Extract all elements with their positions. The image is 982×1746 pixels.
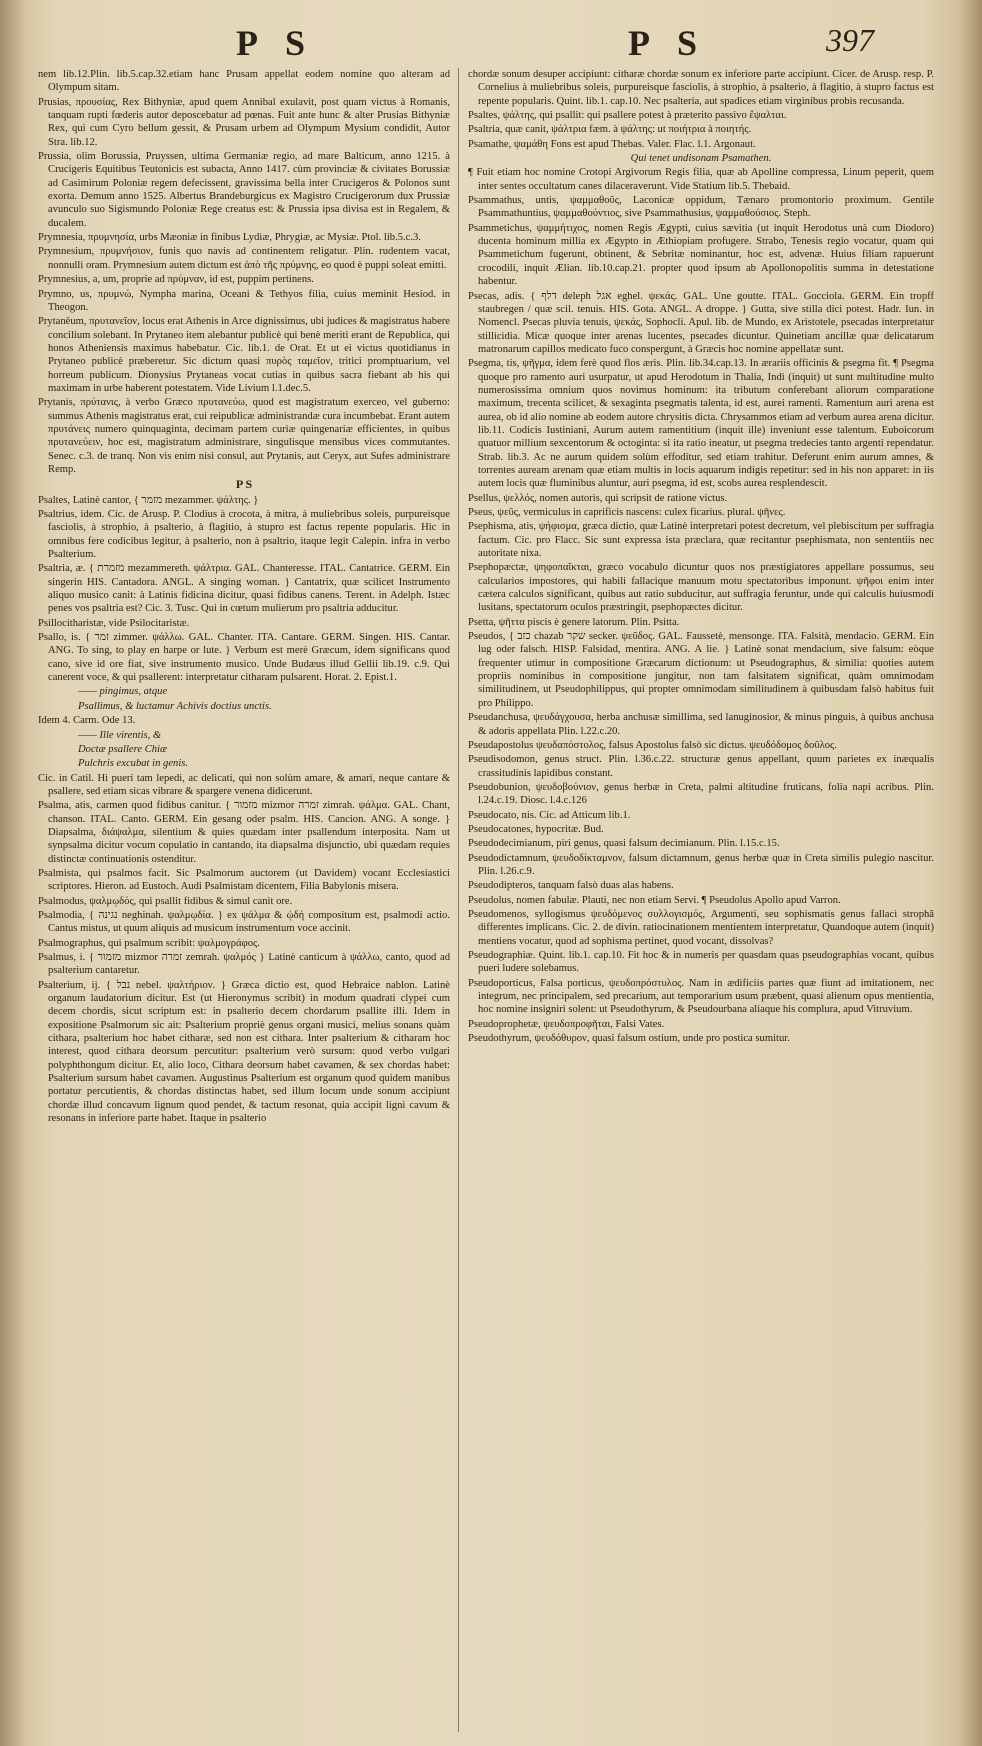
dictionary-entry: Pseudodecimianum, piri genus, quasi falsum decimianum. Plin. l.15.c.15. [468, 838, 780, 850]
running-header [0, 14, 982, 63]
dictionary-entry: P S [235, 477, 253, 492]
dictionary-entry: —— Ille virentis, & [78, 729, 162, 741]
dictionary-entry: nem lib.12.Plin. lib.5.cap.32.etiam hanc Prusam appellat eodem nomine quo alteram ad Olympum sitam. [38, 69, 450, 94]
dictionary-entry: Psaltes, Latinè cantor, { מזמר mezammer. ψάλτης. } [38, 494, 259, 506]
dictionary-entry: Qui tenet undisonam Psamathen. [630, 153, 772, 165]
dictionary-entry: Prussia, olim Borussia, Pruyssen, ultima Germaniæ regio, ad mare Balticum, anno 1215. à Crucigeris Equitibus Teutonicis est subacta, Anno 1417. cùm provinciæ & civitates Borussiæ ad Casimirum Poloniæ regem defecissent, gravissima bella inter Crucigeros & Polonos sunt exorta. Demum anno 1525. Albertus Brandeburgicus ex Magistro Crucigerorum dux Prussiæ avunculo suo Sigismundo Poloniæ Rege creatus est: & Prussia ipsa divisa est in Regalem, & ducalem. [38, 151, 450, 229]
dictionary-entry: Pseudothyrum, ψευδόθυρον, quasi falsum ostium, unde pro postica sumitur. [468, 1033, 790, 1045]
dictionary-entry: Pseudapostolus ψευδαπόστολος, falsus Apostolus falsò sic dictus. ψευδόδομος δοῦλος. [468, 739, 837, 751]
dictionary-entry: Prytanis, πρύτανις, à verbo Græco πρυτανεύω, quod est magistratum exerceo, vel guberno: summus Athenis magistratus erat, cui reipublicæ administrandæ cura incumbebat. Erant autem πρυτάνεις numero quinquaginta, decimam partem curiæ quingenariæ efficientes, in quibus πρυτανεύειν, hoc est, magistratum administrare, singulisque mensibus vices commutantes. Senec. c.3. de tranq. Non vis enim nisi consul, aut Prytanis, aut Ceryx, aut Sufes administrare Remp. [38, 397, 450, 475]
dictionary-entry: Psecas, adis. { דלף deleph אגל eghel. ψεκάς. GAL. Une goutte. ITAL. Gocciola. GERM. Ein tropff staubregen / quæ scil. tenuis. HIS. Gota. ANGL. A droppe. } Gutta, sive stilla dici potest. Hadr. Iun. in Nomencl. Psecas pluvia tenuis, ψεκάς, Sophocli. Apul. lib. de Mundo, ex Aristotele, psecadas interpretatur stillicidia. Micæ quoque inter arenas lucentes, psecades dicuntur. Quinetiam ancillæ quæ delicatarum matronarum capillos medicato fuco conspergunt, à Græcis hoc nomine appellatæ sunt. [468, 290, 934, 355]
dictionary-entry: Pseudocato, nis. Cic. ad Atticum lib.1. [468, 809, 631, 821]
dictionary-entry: Psaltes, ψάλτης, qui psallit: qui psallere potest à præterito passivo ἔψαλται. [468, 110, 787, 122]
dictionary-entry: Psalma, atis, carmen quod fidibus canitur. { מזמור mizmor זמרה zimrah. ψάλμα. GAL. Chant, chanson. ITAL. Canto. GERM. Ein gesang oder psalm. HIS. Cancion. ANG. A songe. } Diapsalma, διάψαλμα, silentium & quies quædam inter psallendum interposita. Nam ut synpsalma dicitur vocum copulatio in cantando, ita diapsalma disjunctio, ubi quædam requies distinctæ continuationis ostenditur. [38, 800, 450, 865]
dictionary-entry: Prymno, us, πρυμνώ, Nympha marina, Oceani & Tethyos filia, cuius meminit Hesiod. in Theogon. [38, 288, 450, 313]
dictionary-entry: Psammetichus, ψαμμήτιχος, nomen Regis Ægypti, cuius sævitia (ut inquit Herodotus unà cum Diodoro) ducenta hominum millia ex Ægypto in Æthiopiam profugere. Strabo, Tenesis regio vocatur, quam qui Psammetichum fugerunt, obtinent, & Sebritæ nominantur, hoc est, advenæ. Huius filiam rapuerunt crocodili, inquit Ælian. lib.10.cap.21. propter quod ipsum ab Apollonopolitis summa in detestatione habentur. [468, 222, 934, 288]
dictionary-entry: Prytanēum, πρυτανεῖον, locus erat Athenis in Arce dignissimus, ubi judices & magistratus habere concilium solebant. In Prytaneo item alebantur publicè qui benè meriti erant de Republica, qui honos Atheniensis maximus habebatur. Cic. lib.1. de Orat. Et ut ei victus quotidianus in Prytaneo publicè præberetur. Sic dictum quasi πυρὸς ταμεῖον, tritici promptuarium, vel horreum publicum. Dionysius Prytaneas vocat cutias in quibus sacra fiebant ab his qui maximam in urbe haberent potestatem. Vide Livium l.1.dec.5. [38, 316, 450, 394]
dictionary-entry: Pseudolus, nomen fabulæ. Plauti, nec non etiam Servi. ¶ Pseudolus Apollo apud Varron. [468, 894, 841, 906]
dictionary-entry: Psalterium, ij. { נבל nebel. ψαλτήριον. } Græca dictio est, quod Hebraice nablon. Latinè organum laudatorium dicitur. Est (ut Hieronymus scribit) in modum quadrati clypei cum decem chordis, sicut scriptum est: in psalterio decem chordarum psallite illi. Idem in expositione Psalmorum sic ait: Psalterium propriè genus organi musici, melius sonans quàm cithara, psalterium hoc habet citharæ, sed non est cithara. Inter psalterium & citharam hoc interest, quod cithara deorsum percutitur: psalterium verò sursum: quod verbo vulgari polyphthongum dicitur. Et, alio loco, Cithara deorsum habet cavamen, & sex chordas habet: Psalterium sursum habet cavamen. Augustinus Psalterium est organum quod quidem manibus portatur percutientis, & chordas distinctas habet, sed illum locum unde sonum accipiunt chordæ illud concavum lignum quod pendet, & tactum resonat, quia accipit ligni cavum & resonans in inferiore parte habet. Itaque in psalterio [38, 979, 450, 1125]
left-running-head: P S [236, 23, 316, 63]
page-edge-shadow [0, 0, 26, 1746]
dictionary-entry: Pseudos, { כזב chazab שקר secker. ψεῦδος. GAL. Faussetè, mensonge. ITA. Falsità, mendacio. GERM. Ein lug oder falsch. HISP. Falsidad, mentira. ANG. A lie. } Latinè sonat mendacium, sive falsum: eòque frequenter utimur in compositione Græcarum dictionum: ut Pseudographus, & similia: quoties autem propriis nominibus in compositione jungitur, non tam falsitatem significat, quàm omnimodam similitudinem, ut Pseudophilippus, qui propter omnimodam similitudinem à quibusdam falsò habitus fuit pro Philippo. [468, 631, 934, 709]
dictionary-entry: Psalmographus, qui psalmum scribit: ψαλμογράφος. [38, 937, 260, 949]
dictionary-entry: —— pingimus, atque [78, 686, 168, 698]
column-divider [458, 68, 459, 1732]
dictionary-entry: Psaltria, quæ canit, ψάλτρια fæm. à ψάλτης: ut ποιήτρια à ποιητής. [468, 124, 752, 136]
dictionary-entry: Psillocitharistæ, vide Psilocitaristæ. [38, 617, 190, 629]
dictionary-entry: Pseudomenos, syllogismus ψευδόμενος συλλογισμός, Argumenti, seu sophismatis genus fallaci strophâ differentes implicans. Cic. 2. de divin. ratiocinationem mentientem interpretatur, Quandoque autem (inquit) mentiens vocatur, quod ad sophisma pertinet, quod vocant, dissolvas? [468, 908, 934, 947]
right-column [468, 68, 934, 1728]
dictionary-entry: Psalmodus, ψαλμῳδός, qui psallit fidibus & simul canit ore. [38, 895, 293, 907]
dictionary-entry: Psellus, ψελλός, nomen autoris, qui scripsit de ratione victus. [468, 492, 728, 504]
dictionary-entry: Pseudoporticus, Falsa porticus, ψευδοπρόστυλος. Nam in ædificiis partes quæ fiunt ad imitationem, nec integrum, nec principalem, sed precarium, aut temporarium usum præbent, quasi alienum opus mentientia, hoc nomine insigniri solent: ut Pseudothyrum, & Pseudourbana aliaque his complura, apud Vitruvium. [468, 977, 934, 1016]
dictionary-entry: Psallo, is. { זמר zimmer. ψάλλω. GAL. Chanter. ITA. Cantare. GERM. Singen. HIS. Cantar. ANG. To sing, to play en harpe or lute. } Verbum est merè Græcum, idem significans quod cano, sive id ore fiat, sive instrumento musico. Unde Budæus illud Gellii lib.19. c.9. Qui canerent voce, & qui psallerent: interpretatur citharam pulsarent. Horat. 2. Epist.1. [38, 632, 450, 684]
dictionary-entry: Prymnesius, a, um, proprie ad πρύμναν, id est, puppim pertinens. [38, 274, 314, 286]
dictionary-entry: Psephopæctæ, ψηφοπαῖκται, græco vocabulo dicuntur quos nos præstigiatores appellare possumus, seu calcularios impostores, qui habili fallacique manuum motu spectatoribus imponunt. ψῆφοι enim inter cætera calculos significant, quibus aut ratio subducitur, aut suffragia feruntur, unde qui calculis huiusmodi lusitans, spectatorum oculos præstringit, psephopæctes dicitur. [468, 562, 934, 614]
dictionary-entry: Psamathe, ψαμάθη Fons est apud Thebas. Valer. Flac. l.1. Argonaut. [468, 138, 756, 150]
dictionary-entry: Pseudobunion, ψευδοβούνιον, genus herbæ in Creta, palmi altitudine fruticans, folia napi acribus. Plin. l.24.c.19. Diosc. l.4.c.126 [468, 781, 934, 807]
dictionary-entry: Pseudodictamnum, ψευδοδίκταμνον, falsum dictamnum, genus herbæ quæ in Creta similis pulegio nascitur. Plin. l.26.c.9. [468, 852, 934, 877]
page-number: 397 [826, 22, 874, 58]
left-column [38, 68, 450, 1728]
dictionary-entry: Psetta, ψῆττα piscis è genere latorum. Plin. Psitta. [468, 616, 680, 628]
dictionary-entry: Psaltria, æ. { מזמרת mezammereth. ψάλτρια. GAL. Chanteresse. ITAL. Cantatrice. GERM. Ein singerin HIS. Cantadora. ANGL. A singing woman. } Cantatrix, quæ scilicet Instrumento aliquo musico canit: à Latinis fidicina dicitur, quasi fidibus canens. Terent. in Adelph. Istæc penes vos psaltria est? Cic. 3. Tusc. Qui in cœtum mulierum pro psaltria adducitur. [38, 563, 450, 615]
dictionary-entry: Psammathus, untis, ψαμμαθοῦς, Laconicæ oppidum, Tænaro promontorio proximum. Gentile Psammathuntius, ψαμμαθούντιος, sive Psammathusius, ψαμμαθούσιος. Steph. [468, 195, 934, 220]
dictionary-entry: Doctæ psallere Chiæ [78, 743, 168, 755]
dictionary-entry: Psalmista, qui psalmos facit. Sic Psalmorum auctorem (ut Davidem) vocant Ecclesiastici scriptores. Hieron. ad Eustoch. Audi Psalmistam dicentem, Filia Babylonis misera. [38, 867, 450, 893]
dictionary-entry: Idem 4. Carm. Ode 13. [38, 715, 136, 727]
dictionary-entry: Pulchris excubat in genis. [78, 758, 189, 770]
dictionary-entry: Pseus, ψεῦς, vermiculus in caprificis nascens: culex ficarius. plural. ψῆνες. [468, 507, 786, 518]
right-running-head: P S [628, 23, 708, 63]
dictionary-entry: Psalmus, i. { מזמור mizmor זמרה zemrah. ψαλμός } Latinè canticum à ψάλλω, canto, quod ad psalterium cantaretur. [38, 952, 450, 977]
dictionary-entry: Pseudoprophetæ, ψευδοπροφῆται, Falsi Vates. [468, 1018, 665, 1030]
dictionary-entry: Psephisma, atis, ψήφισμα, græca dictio, quæ Latinè interpretari potest decretum, vel plebiscitum per suffragia factum. Cic. pro Flacc. Sic sunt expressa ista præclara, quæ recitantur psephismata, non sententiis nec autoritate nixa. [468, 521, 934, 560]
dictionary-entry: chordæ sonum desuper accipiunt: citharæ chordæ sonum ex inferiore parte accipiunt. Cicer. de Arusp. resp. P. Cornelius à muliebribus soleis, purpureisque fasciolis, à strophio, à psalterio, à flagitio, à stupro factus est repente popularis. Quint. lib.1. cap.10. Nec psalteria, aut spadices etiam virginibus probis recusanda. [468, 69, 934, 107]
dictionary-entry: Cic. in Catil. Hi pueri tam lepedi, ac delicati, qui non solùm amare, & amari, neque cantare & psallere, sed etiam sicas vibrare & spargere venena didicerunt. [38, 772, 450, 797]
dictionary-entry: Pseudodipteros, tanquam falsò duas alas habens. [468, 880, 674, 892]
dictionary-entry: Prymnesium, πρυμνήσιον, funis quo navis ad continentem religatur. Plin. rudentem vacat, nonnulli oram. Prymnesium autem dictum est ἀπὸ τῆς πρύμνης, eo quod è puppi soleat emitti. [38, 246, 450, 271]
dictionary-entry: ¶ Fuit etiam hoc nomine Crotopi Argivorum Regis filia, quæ ab Apolline compressa, Linum peperit, quem inter sentes occultatum canes dilaceraverunt. Vide Statium lib.5. Thebaid. [468, 167, 934, 192]
dictionary-entry: Pseudanchusa, ψευδάγχουσα, herba anchusæ simillima, sed lanuginosior, & minus pinguis, à quibus anchusa & adoris appellata Plin. l.22.c.20. [468, 712, 934, 737]
dictionary-entry: Psallimus, & luctamur Achivis doctius unctis. [78, 700, 272, 712]
dictionary-entry: Pseudographiæ. Quint. lib.1. cap.10. Fit hoc & in numeris per quasdam quas pseudographias vocant, quibus pueri ludere solebamus. [468, 950, 934, 975]
dictionary-entry: Psaltrius, idem. Cic. de Arusp. P. Clodius à crocota, à mitra, à muliebribus soleis, purpureisque fasciolis, à strophio, à psalterio, à flagitio, à stupro est factus repente popularis. Hic in omnibus fere codicibus legitur, à psalterio, non à psaltrio, itaque legit Calepin. infra in verbo Psalterium. [38, 509, 450, 561]
dictionary-entry: Pseudisodomon, genus struct. Plin. l.36.c.22. structuræ genus appellant, quum parietes ex inæqualis crassitudinis lapidibus constant. [468, 754, 934, 779]
binding-shadow [960, 0, 982, 1746]
dictionary-entry: Prusias, προυσίας, Rex Bithyniæ, apud quem Annibal exulavit, post quam victus à Romanis, tanquam rupti fœderis autor deposcebatur ad pœnas. Fuit ante hunc & alter Prusias Bithyniæ Rex, qui cum Cyro bellum gessit, & Prusam urbem ad Olympum Mysium condidit, Autor Stra. lib.12. [38, 96, 450, 148]
dictionary-entry: Prymnesia, πρυμνησία, urbs Mæoniæ in finibus Lydiæ, Phrygiæ, ac Mysiæ. Ptol. lib.5.c.3. [38, 232, 421, 244]
dictionary-entry: Psalmodia, { נגינה neghinah. ψαλμῳδία. } ex ψάλμα & ᾠδή compositum est, psalmodi actio. Cantus mistus, ut quum aliquis ad musicum instrumentum voce accinit. [38, 909, 450, 935]
dictionary-entry: Psegma, tis, ψῆγμα, idem ferè quod flos æris. Plin. lib.34.cap.13. In ærariis officinis & psegma fit. ¶ Psegma quoque pro ramento auri usurpatur, ut apud Herodotum in Thalia, Indi (inquit) ut sunt multitudine multo numerosissima omnium quos novimus hominum: ita tributum conferebant aliorum comparatione maximum, trecenta scilicet, & sexaginta psegmatis talenta, id est, aurei ramenti. Ramentum auri arena est aurea, ob id alio nomine ab eodem autore chrysitis dicta. Chrysammos etiam ad verbum aurea arena dicitur. lib.11. Codicis Iustiniani, Aurum autem ramentitium (inquit ille) inveniunt esse talentum. Euboicorum quatuor millium sexcentorum & octoginta: si ita ratio ineatur, ut psegma tredecies tanto argenti rependatur. Strab. lib.3. Ac ne aurum quidem solùm effoditur, sed etiam trahitur. Deferunt enim aurum amnes, & torrentes auream arenam quæ etiam multis in locis aquarum indigis repetitur: sed in his non apparet: in iis autem locis quæ fluminibus aluntur, auri psegma, id est, scobs aurea resplendescit. [468, 358, 934, 490]
dictionary-entry: Pseudocatones, hypocritæ. Bud. [468, 823, 604, 835]
